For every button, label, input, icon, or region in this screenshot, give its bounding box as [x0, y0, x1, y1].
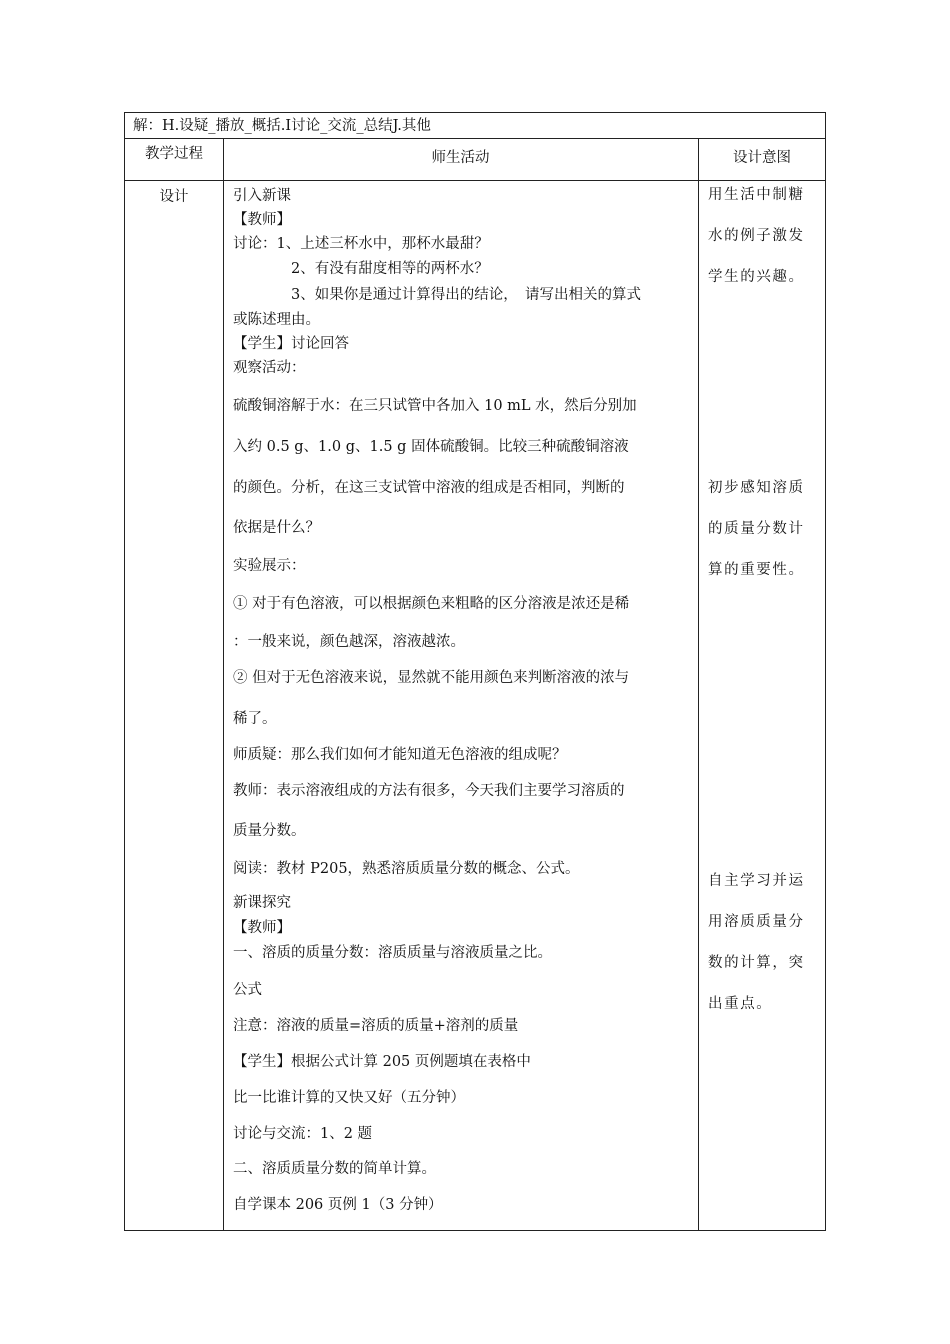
activity-line: 自学课本 206 页例 1（3 分钟）: [233, 1197, 443, 1213]
activity-line: 讨论与交流：1、2 题: [233, 1126, 373, 1142]
activity-line: 实验展示：: [233, 558, 306, 574]
intent-line: 学生的兴趣。: [708, 269, 805, 285]
activity-line: 【教师】: [233, 212, 291, 228]
activity-line: 注意：溶液的质量=溶质的质量+溶剂的质量: [233, 1018, 519, 1034]
activity-line: 阅读：教材 P205，熟悉溶质质量分数的概念、公式。: [233, 861, 580, 877]
intent-line: 用溶质质量分: [708, 914, 805, 930]
activity-line: 一、溶质的质量分数：溶质质量与溶液质量之比。: [233, 945, 552, 961]
activity-line: 入约 0.5 g、1.0 g、1.5 g 固体硫酸铜。比较三种硫酸铜溶液: [233, 439, 629, 455]
activity-line: 稀了。: [233, 711, 277, 727]
activity-line: 师质疑：那么我们如何才能知道无色溶液的组成呢？: [233, 747, 567, 763]
intent-line: 数的计算，突: [708, 955, 805, 971]
intent-line: 自主学习并运: [708, 873, 805, 889]
activity-line: 硫酸铜溶解于水：在三只试管中各加入 10 mL 水，然后分别加: [233, 398, 637, 414]
activity-line: 二、溶质质量分数的简单计算。: [233, 1161, 436, 1177]
activity-line: 引入新课: [233, 188, 291, 204]
lesson-table: [124, 112, 826, 1231]
activity-line: ：一般来说，颜色越深，溶液越浓。: [233, 634, 465, 650]
activity-line: ① 对于有色溶液，可以根据颜色来粗略的区分溶液是浓还是稀: [233, 596, 630, 612]
activity-line: 2、有没有甜度相等的两杯水？: [233, 261, 489, 277]
col-divider-2: [698, 138, 699, 1231]
intent-line: 算的重要性。: [708, 562, 805, 578]
activity-line: 质量分数。: [233, 823, 306, 839]
activity-line: 公式: [233, 982, 262, 998]
activity-line: 【教师】: [233, 920, 291, 936]
activity-line: 【学生】根据公式计算 205 页例题填在表格中: [233, 1054, 531, 1070]
intent-line: 的质量分数计: [708, 521, 805, 537]
design-label: 设计: [159, 189, 189, 205]
intent-line: 初步感知溶质: [708, 480, 805, 496]
header-process: 教学过程: [145, 146, 203, 162]
activity-line: 比一比谁计算的又快又好（五分钟）: [233, 1090, 465, 1106]
row-divider-top: [125, 138, 825, 139]
activity-line: 或陈述理由。: [233, 312, 320, 328]
col-divider-1: [223, 138, 224, 1231]
activity-line: 教师：表示溶液组成的方法有很多，今天我们主要学习溶质的: [233, 783, 625, 799]
activity-line: 依据是什么？: [233, 520, 320, 536]
header-intent: 设计意图: [733, 150, 791, 166]
header-activity: 师生活动: [431, 150, 490, 166]
activity-line: 【学生】讨论回答: [233, 336, 349, 352]
row-divider-header: [125, 180, 825, 181]
activity-line: 讨论：1、上述三杯水中，那杯水最甜？: [233, 236, 489, 252]
activity-line: 新课探究: [233, 895, 291, 911]
activity-line: 观察活动：: [233, 360, 306, 376]
activity-line: 3、如果你是通过计算得出的结论， 请写出相关的算式: [233, 287, 641, 303]
activity-line: 的颜色。分析，在这三支试管中溶液的组成是否相同，判断的: [233, 480, 625, 496]
intent-line: 出重点。: [708, 996, 773, 1012]
top-note: 解：H.设疑_播放_概括.I讨论_交流_总结J.其他: [133, 118, 431, 134]
intent-line: 用生活中制糖: [708, 187, 805, 203]
intent-line: 水的例子激发: [708, 228, 805, 244]
activity-line: ② 但对于无色溶液来说，显然就不能用颜色来判断溶液的浓与: [233, 670, 630, 686]
